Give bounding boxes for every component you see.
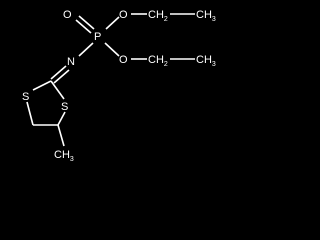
bond-p-o-double-a (79, 16, 94, 29)
bond-p-n (79, 43, 93, 56)
group-methyl: $CH_3$ (54, 149, 74, 163)
structure-canvas (0, 0, 223, 172)
bond-c2-s1 (33, 81, 51, 90)
bond-p-o-ester-1 (106, 17, 119, 29)
group-ethyl-1-ch3: $CH_3$ (196, 9, 216, 23)
group-ethyl-2-ch3: $CH_3$ (196, 54, 216, 68)
atom-phosphorus: P (94, 31, 102, 43)
atom-ester-oxygen-2: O (119, 54, 128, 66)
bond-c4-s3 (58, 112, 65, 125)
atom-imine-nitrogen: N (67, 56, 75, 68)
bond-p-o-double-b (76, 20, 91, 33)
atom-ring-sulfur-2: S (61, 101, 69, 113)
atom-labels (22, 9, 216, 163)
bond-c4-ch3 (58, 125, 64, 146)
bonds (27, 14, 195, 146)
group-ethyl-1-ch2: $CH_2$ (148, 9, 168, 23)
atom-phosphoryl-oxygen: O (63, 9, 72, 21)
atom-ring-sulfur-1: S (22, 91, 30, 103)
atom-ester-oxygen-1: O (119, 9, 128, 21)
bond-c2-s3 (51, 81, 64, 99)
molecule-structure-diagram (0, 0, 223, 172)
group-ethyl-2-ch2: $CH_2$ (148, 54, 168, 68)
bond-p-o-ester-2 (105, 43, 119, 56)
bond-n-c-double-b (54, 70, 69, 83)
bond-n-c-double-a (51, 66, 66, 79)
bond-s1-c5 (27, 102, 33, 125)
